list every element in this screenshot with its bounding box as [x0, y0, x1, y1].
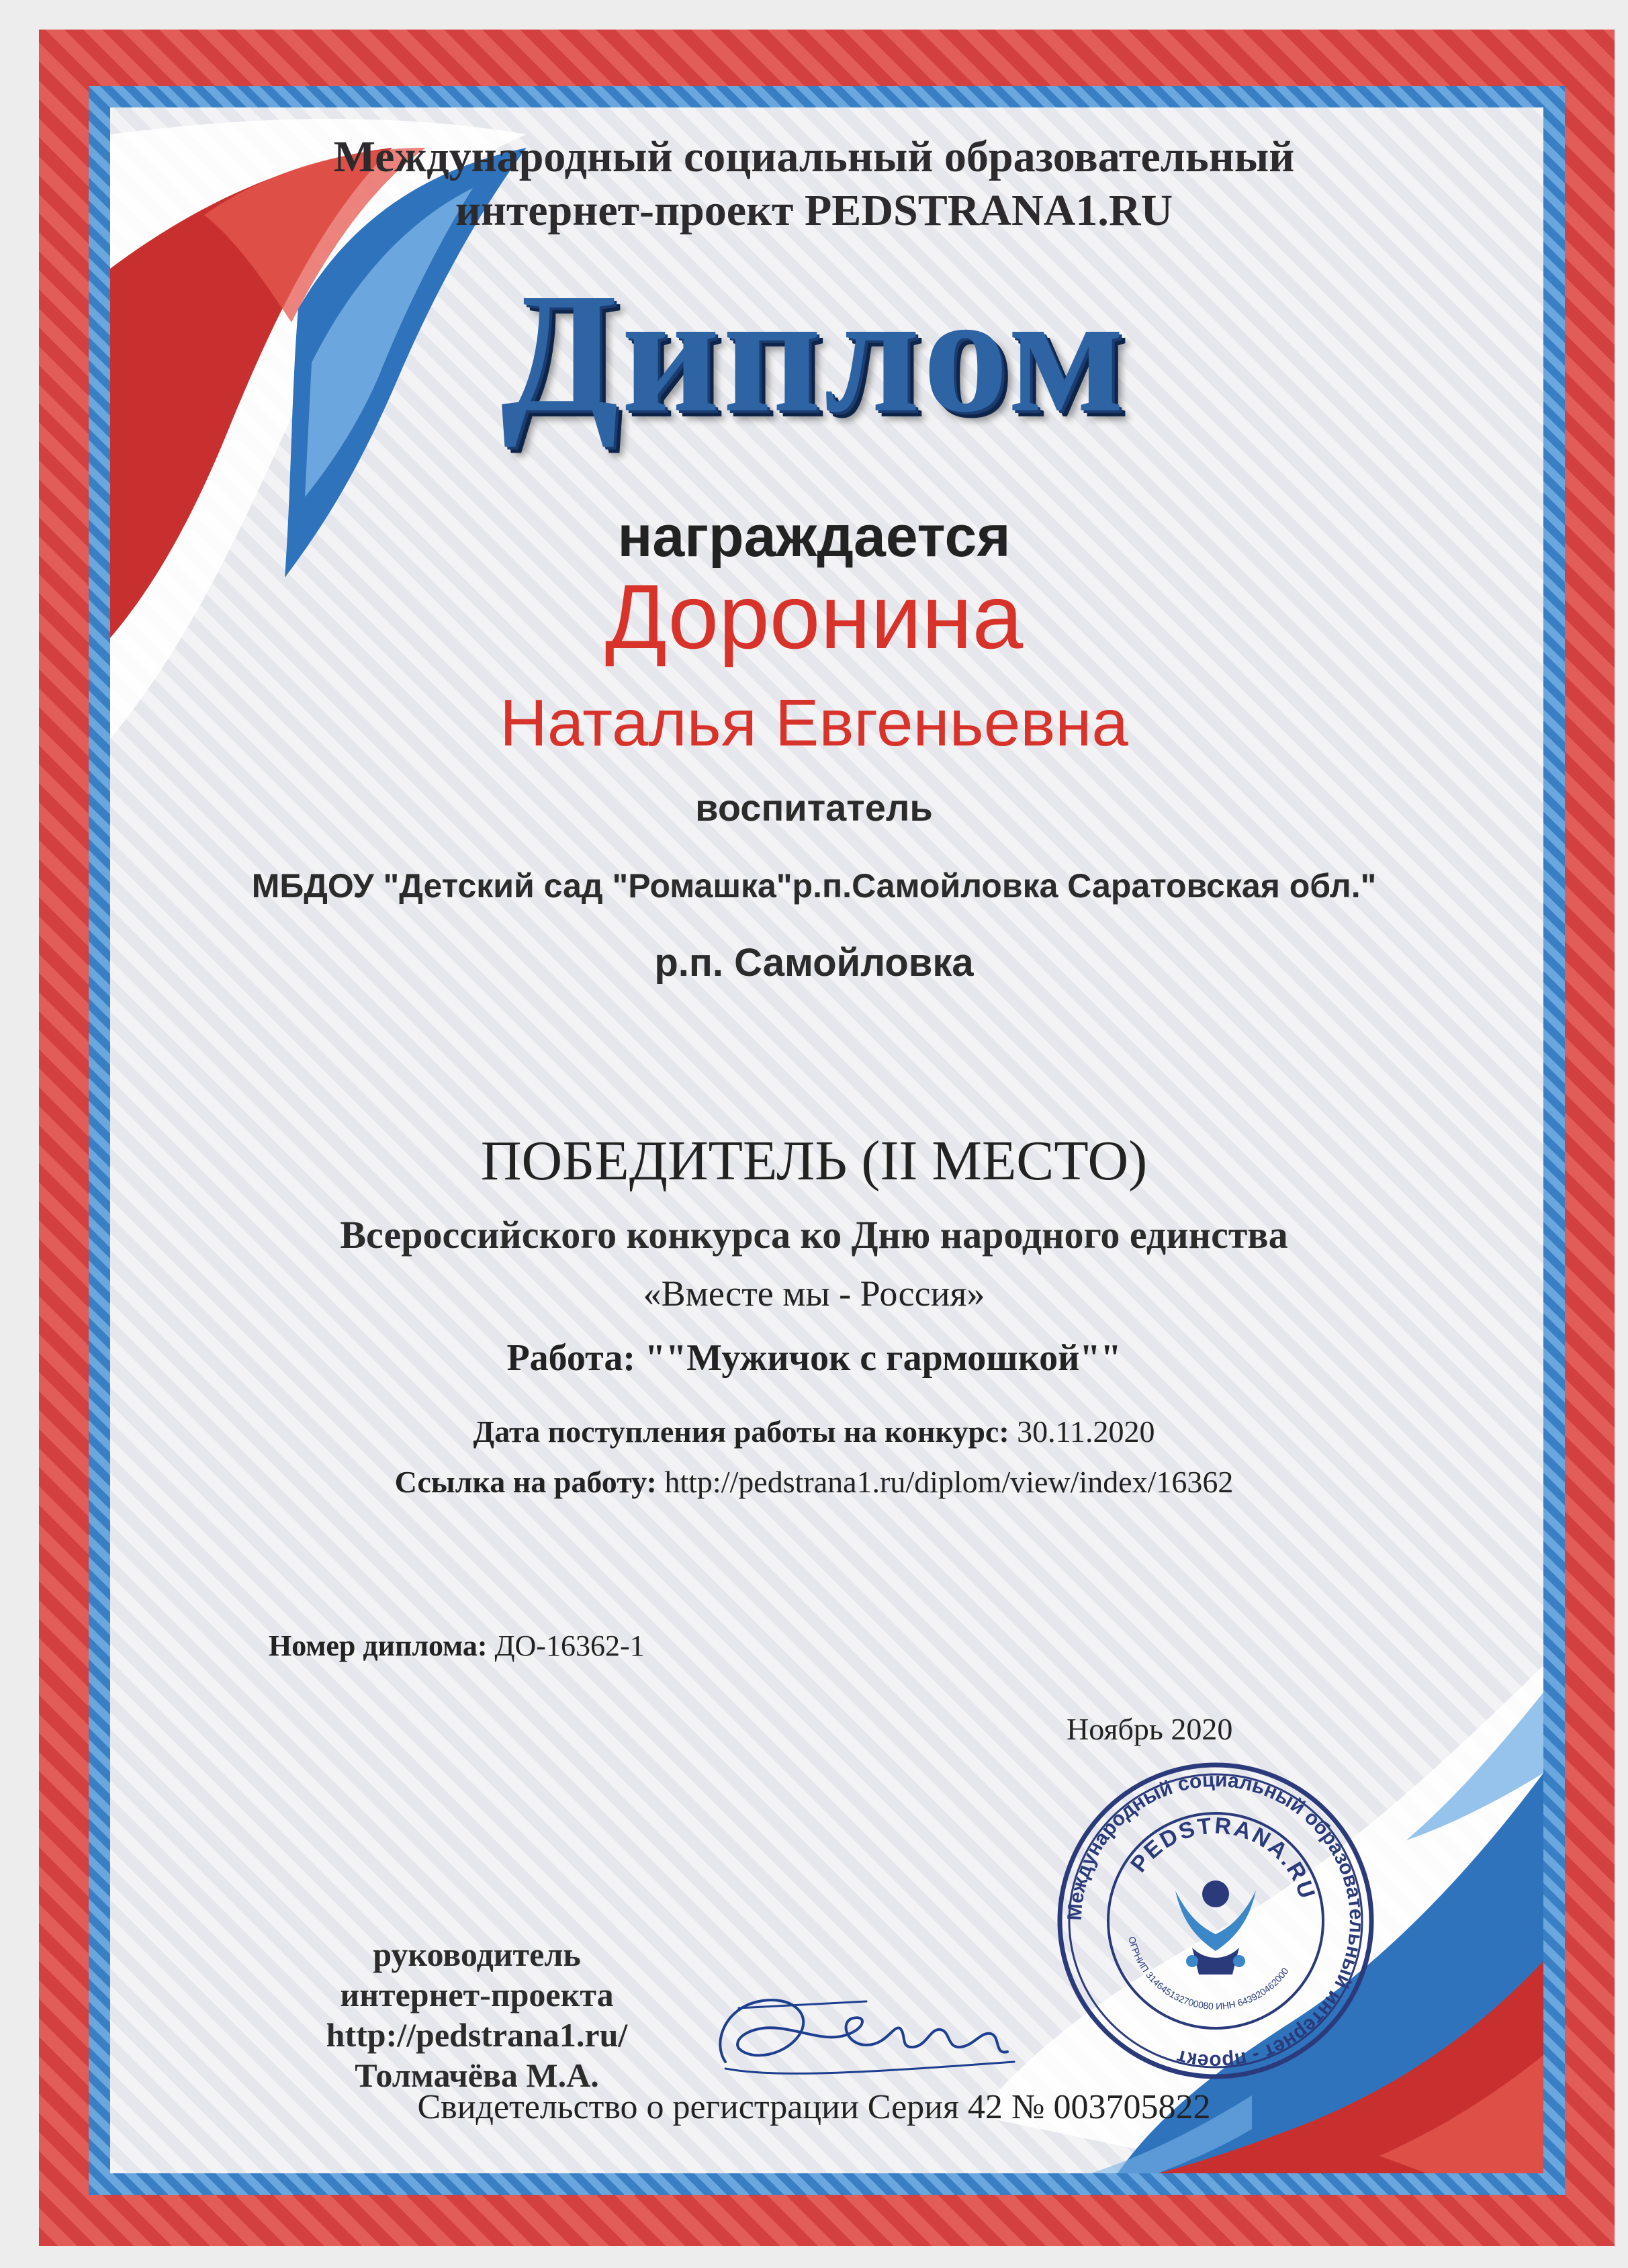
- submission-date-label: Дата поступления работы на конкурс:: [473, 1414, 1009, 1449]
- head-name: Толмачёва М.А.: [355, 2056, 599, 2094]
- recipient-institution: МБДОУ "Детский сад "Ромашка"р.п.Самойловка Саратовская обл.": [251, 867, 1377, 905]
- competition-theme: «Вместе мы - Россия»: [643, 1273, 985, 1314]
- work-link-label: Ссылка на работу:: [394, 1465, 657, 1499]
- seal-center-text-path: PEDSTRANA.RU: [1126, 1813, 1321, 1904]
- work-title: ""Мужичок с гармошкой"": [645, 1337, 1122, 1379]
- work-label: Работа:: [506, 1337, 636, 1379]
- work-line: [0, 1336, 1628, 1379]
- submission-date-line: [0, 1414, 1628, 1449]
- submission-date: 30.11.2020: [1017, 1414, 1155, 1449]
- recipient-city: р.п. Самойловка: [654, 941, 974, 985]
- recipient-position: воспитатель: [695, 786, 933, 829]
- diploma-number: [269, 1629, 645, 1663]
- organization-seal: [1054, 1760, 1377, 2082]
- organizer-line-1: Международный социальный образовательный: [333, 132, 1295, 181]
- result-heading: ПОБЕДИТЕЛЬ (II МЕСТО): [480, 1130, 1148, 1192]
- diploma-number-value: ДО-16362-1: [494, 1629, 645, 1662]
- work-link: http://pedstrana1.ru/diplom/view/index/16362: [664, 1465, 1234, 1499]
- registration-certificate: Свидетельство о регистрации Серия 42 № 003705822: [417, 2088, 1211, 2126]
- diploma-number-label: Номер диплома:: [269, 1629, 488, 1662]
- competition-name: Всероссийского конкурса ко Дню народного единства: [340, 1213, 1288, 1257]
- recipient-surname: Доронина: [604, 565, 1024, 668]
- seal-emblem-icon: [1175, 1880, 1256, 1975]
- head-title-line-2: интернет-проекта: [340, 1976, 614, 2013]
- project-head-block: [282, 1934, 672, 2095]
- organizer-line-2: интернет-проект PEDSTRANA1.RU: [455, 186, 1173, 235]
- seal-outer-text-path: Международный социальный образовательный интернет - проект: [1063, 1768, 1368, 2073]
- handwritten-signature: [698, 1961, 1021, 2095]
- recipient-given-names: Наталья Евгеньевна: [500, 686, 1128, 760]
- diploma-title: Диплом: [500, 259, 1128, 448]
- seal-inner-codes-path: ОГРНИП 314645132700080 ИНН 643920462000: [1126, 1935, 1291, 2012]
- issue-date: Ноябрь 2020: [1067, 1712, 1233, 1746]
- head-url: http://pedstrana1.ru/: [326, 2016, 628, 2054]
- head-title-line-1: руководитель: [373, 1936, 581, 1973]
- awarded-caption: награждается: [617, 504, 1011, 569]
- work-link-line: [0, 1464, 1628, 1500]
